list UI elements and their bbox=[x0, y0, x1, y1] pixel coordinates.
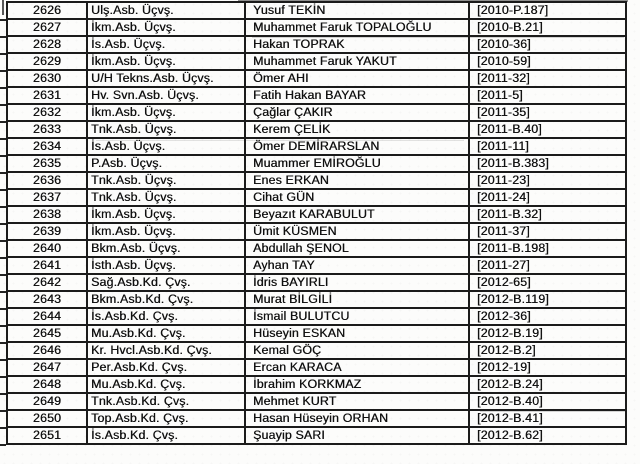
name-cell: Hasan Hüseyin ORHAN bbox=[246, 411, 470, 426]
name-cell: Şuayip SARI bbox=[246, 428, 470, 443]
table-row bbox=[8, 258, 625, 275]
rank-cell: İs.Asb. Üçvş. bbox=[88, 37, 246, 52]
name-cell: Yusuf TEKİN bbox=[246, 3, 470, 18]
table-row bbox=[8, 37, 625, 54]
name-cell: Hüseyin ESKAN bbox=[246, 326, 470, 341]
rank-cell: Kr. Hvcl.Asb.Kd. Çvş. bbox=[88, 343, 246, 358]
table-row bbox=[8, 309, 625, 326]
scan-artifact-streak bbox=[480, 411, 626, 412]
row-number-cell: 2631 bbox=[8, 88, 88, 103]
code-cell: [2012-B.19] bbox=[477, 326, 543, 340]
code-cell: [2010-59] bbox=[477, 54, 531, 68]
name-cell: İbrahim KORKMAZ bbox=[246, 377, 470, 392]
row-number-cell: 2648 bbox=[8, 377, 88, 392]
table-row bbox=[8, 207, 625, 224]
row-number-cell: 2635 bbox=[8, 156, 88, 171]
name-cell: İdris BAYIRLI bbox=[246, 275, 470, 290]
row-number-cell: 2628 bbox=[8, 37, 88, 52]
table-row bbox=[8, 105, 625, 122]
code-cell: [2012-B.40] bbox=[477, 394, 543, 408]
code-cell: [2011-23] bbox=[477, 173, 530, 187]
row-number-cell: 2632 bbox=[8, 105, 88, 120]
rank-cell: Per.Asb.Kd. Çvş. bbox=[88, 360, 246, 375]
name-cell: Mehmet KURT bbox=[246, 394, 470, 409]
rank-cell: İkm.Asb. Üçvş. bbox=[88, 224, 246, 239]
name-cell: Muhammet Faruk YAKUT bbox=[246, 54, 470, 69]
row-number-cell: 2636 bbox=[8, 173, 88, 188]
name-cell: Ömer AHI bbox=[246, 71, 470, 86]
name-cell: Abdullah ŞENOL bbox=[246, 241, 470, 256]
table-row bbox=[8, 377, 625, 394]
code-cell: [2010-P.187] bbox=[477, 3, 549, 17]
rank-cell: Mu.Asb.Kd. Çvş. bbox=[88, 377, 246, 392]
table-row bbox=[8, 428, 625, 443]
rank-cell: Sağ.Asb.Kd. Çvş. bbox=[88, 275, 246, 290]
row-number-cell: 2651 bbox=[8, 428, 88, 443]
code-cell: [2011-11] bbox=[477, 139, 529, 153]
code-cell: [2012-19] bbox=[477, 360, 531, 374]
code-cell: [2012-36] bbox=[477, 309, 531, 323]
scan-artifact-streak bbox=[252, 37, 624, 38]
rank-cell: Hv. Svn.Asb. Üçvş. bbox=[88, 88, 246, 103]
name-cell: İsmail BULUTCU bbox=[246, 309, 470, 324]
row-number-cell: 2633 bbox=[8, 122, 88, 137]
name-cell: Beyazıt KARABULUT bbox=[246, 207, 470, 222]
table-row bbox=[8, 326, 625, 343]
name-cell: Kemal GÖÇ bbox=[246, 343, 470, 358]
rank-cell: İsth.Asb. Üçvş. bbox=[88, 258, 246, 273]
row-number-cell: 2629 bbox=[8, 54, 88, 69]
row-number-cell: 2646 bbox=[8, 343, 88, 358]
table-row bbox=[8, 394, 625, 411]
name-cell: Çağlar ÇAKIR bbox=[246, 105, 470, 120]
code-cell: [2011-27] bbox=[477, 258, 530, 272]
code-cell: [2010-36] bbox=[477, 37, 531, 51]
row-number-cell: 2627 bbox=[8, 20, 88, 35]
personnel-table bbox=[6, 1, 627, 445]
row-number-cell: 2626 bbox=[8, 3, 88, 18]
code-cell: [2011-37] bbox=[477, 224, 530, 238]
code-cell: [2011-32] bbox=[477, 71, 530, 85]
code-cell: [2012-B.24] bbox=[477, 377, 543, 391]
name-cell: Ayhan TAY bbox=[246, 258, 470, 273]
row-number-cell: 2650 bbox=[8, 411, 88, 426]
code-cell: [2011-24] bbox=[477, 190, 530, 204]
table-row bbox=[8, 3, 625, 20]
name-cell: Cihat GÜN bbox=[246, 190, 470, 205]
code-cell: [2012-B.119] bbox=[477, 292, 549, 306]
rank-cell: İkm.Asb. Üçvş. bbox=[88, 105, 246, 120]
rank-cell: İs.Asb.Kd. Çvş. bbox=[88, 428, 246, 443]
rank-cell: U/H Tekns.Asb. Üçvş. bbox=[88, 71, 246, 86]
name-cell: Muammer EMİROĞLU bbox=[246, 156, 470, 171]
table-row bbox=[8, 88, 625, 105]
table-row bbox=[8, 139, 625, 156]
rank-cell: İs.Asb.Kd. Çvş. bbox=[88, 309, 246, 324]
table-row bbox=[8, 156, 625, 173]
table-row bbox=[8, 275, 625, 292]
table-row bbox=[8, 122, 625, 139]
row-number-cell: 2639 bbox=[8, 224, 88, 239]
rank-cell: Tnk.Asb. Üçvş. bbox=[88, 122, 246, 137]
row-number-cell: 2640 bbox=[8, 241, 88, 256]
rank-cell: Tnk.Asb. Üçvş. bbox=[88, 173, 246, 188]
rank-cell: Ulş.Asb. Üçvş. bbox=[88, 3, 246, 18]
row-number-cell: 2645 bbox=[8, 326, 88, 341]
code-cell: [2011-35] bbox=[477, 105, 530, 119]
table-row bbox=[8, 20, 625, 37]
row-number-cell: 2638 bbox=[8, 207, 88, 222]
code-cell: [2011-B.40] bbox=[477, 122, 542, 136]
table-row bbox=[8, 173, 625, 190]
rank-cell: İkm.Asb. Üçvş. bbox=[88, 207, 246, 222]
code-cell: [2012-65] bbox=[477, 275, 531, 289]
rank-cell: Tnk.Asb. Üçvş. bbox=[88, 190, 246, 205]
table-row bbox=[8, 224, 625, 241]
name-cell: Fatih Hakan BAYAR bbox=[246, 88, 470, 103]
name-cell: Ümit KÜSMEN bbox=[246, 224, 470, 239]
row-number-cell: 2643 bbox=[8, 292, 88, 307]
name-cell: Ömer DEMİRARSLAN bbox=[246, 139, 470, 154]
row-number-cell: 2649 bbox=[8, 394, 88, 409]
rank-cell: Tnk.Asb.Kd. Çvş. bbox=[88, 394, 246, 409]
name-cell: Ercan KARACA bbox=[246, 360, 470, 375]
table-row bbox=[8, 343, 625, 360]
rank-cell: İkm.Asb. Üçvş. bbox=[88, 54, 246, 69]
table-row bbox=[8, 292, 625, 309]
table-row bbox=[8, 190, 625, 207]
code-cell: [2012-B.62] bbox=[477, 428, 543, 442]
rank-cell: İkm.Asb. Üçvş. bbox=[88, 20, 246, 35]
code-cell: [2011-B.198] bbox=[477, 241, 549, 255]
table-body bbox=[8, 3, 625, 443]
row-number-cell: 2647 bbox=[8, 360, 88, 375]
name-cell: Enes ERKAN bbox=[246, 173, 470, 188]
name-cell: Hakan TOPRAK bbox=[246, 37, 470, 52]
row-number-cell: 2630 bbox=[8, 71, 88, 86]
table-row bbox=[8, 360, 625, 377]
name-cell: Murat BİLGİLİ bbox=[246, 292, 470, 307]
scan-artifact-left-line bbox=[2, 0, 4, 15]
code-cell: [2011-5] bbox=[477, 88, 523, 102]
code-cell: [2012-B.41] bbox=[477, 411, 543, 425]
name-cell: Muhammet Faruk TOPALOĞLU bbox=[246, 20, 470, 35]
rank-cell: İs.Asb. Üçvş. bbox=[88, 139, 246, 154]
rank-cell: Bkm.Asb. Üçvş. bbox=[88, 241, 246, 256]
rank-cell: Bkm.Asb.Kd. Çvş. bbox=[88, 292, 246, 307]
rank-cell: Top.Asb.Kd. Çvş. bbox=[88, 411, 246, 426]
table-row bbox=[8, 71, 625, 88]
name-cell: Kerem ÇELİK bbox=[246, 122, 470, 137]
code-cell: [2012-B.2] bbox=[477, 343, 536, 357]
rank-cell: P.Asb. Üçvş. bbox=[88, 156, 246, 171]
row-number-cell: 2644 bbox=[8, 309, 88, 324]
code-cell: [2011-B.32] bbox=[477, 207, 542, 221]
row-number-cell: 2634 bbox=[8, 139, 88, 154]
table-row bbox=[8, 241, 625, 258]
row-number-cell: 2641 bbox=[8, 258, 88, 273]
row-number-cell: 2637 bbox=[8, 190, 88, 205]
rank-cell: Mu.Asb.Kd. Çvş. bbox=[88, 326, 246, 341]
table-row bbox=[8, 54, 625, 71]
scan-artifact-streak bbox=[96, 140, 464, 141]
code-cell: [2011-B.383] bbox=[477, 156, 549, 170]
code-cell: [2010-B.21] bbox=[477, 20, 543, 34]
table-row bbox=[8, 411, 625, 428]
row-number-cell: 2642 bbox=[8, 275, 88, 290]
